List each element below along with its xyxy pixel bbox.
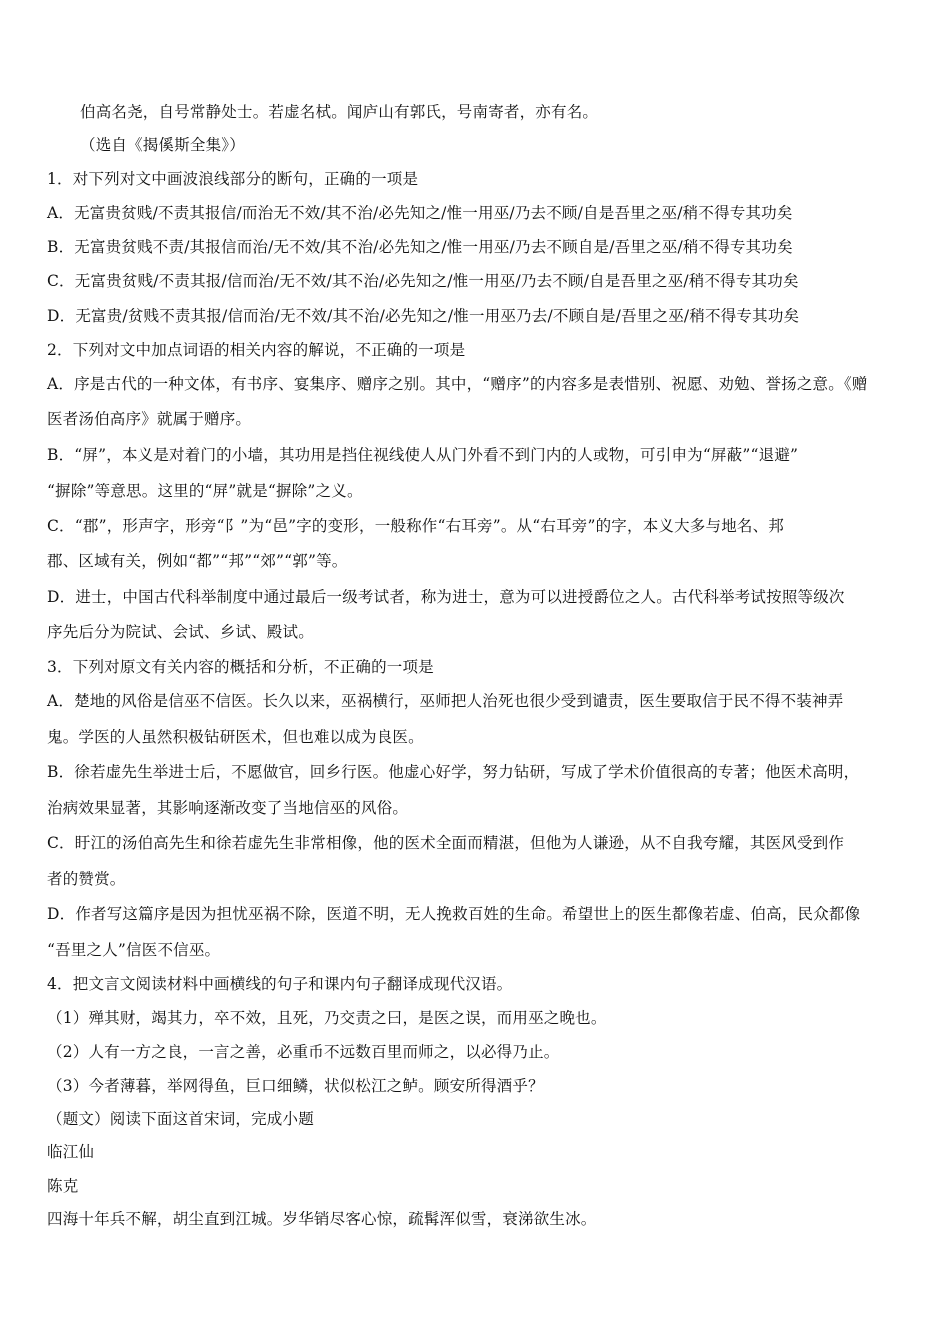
question-1-option-c: C．无富贵贫贱/不责其报/信而治/无不效/其不治/必先知之/惟一用巫/乃去不顾/自是吾里之巫/稍不得专其功矣 [47,272,799,290]
question-2-option-b: B．“屏”，本义是对着门的小墙，其功用是挡住视线使人从门外看不到门内的人或物，可引申为“屏蔽”“退避” [47,446,799,464]
question-2-option-c: C．“郡”，形声字，形旁“阝”为“邑”字的变形，一般称作“右耳旁”。从“右耳旁”的字，本义大多与地名、邦 [47,517,785,535]
question-3-option-a: A．楚地的风俗是信巫不信医。长久以来，巫祸横行，巫师把人治死也很少受到谴责，医生要取信于民不得不装神弄 [47,692,844,710]
question-2-option-d-cont: 序先后分为院试、会试、乡试、殿试。 [47,623,314,641]
question-4-sentence-3: （3）今者薄暮，举网得鱼，巨口细鳞，状似松江之鲈。顾安所得酒乎？ [47,1077,544,1095]
question-3-option-b-cont: 治病效果显著，其影响逐渐改变了当地信巫的风俗。 [47,799,409,817]
question-3-option-a-cont: 鬼。学医的人虽然积极钻研医术，但也难以成为良医。 [47,728,424,746]
question-1-stem: 1．对下列对文中画波浪线部分的断句，正确的一项是 [47,170,419,188]
poem-title: 临江仙 [47,1143,95,1161]
question-1-option-d: D．无富贵/贫贱不责其报/信而治/无不效/其不治/必先知之/惟一用巫乃去/不顾自是/吾里之巫/稍不得专其功矣 [47,307,800,325]
question-2-option-c-cont: 郡、区域有关，例如“都”“邦”“郊”“郭”等。 [47,552,348,570]
passage-source: （选自《揭傒斯全集》） [80,136,245,154]
question-3-option-d-cont: “吾里之人”信医不信巫。 [47,941,221,959]
poem-intro: （题文）阅读下面这首宋词，完成小题 [47,1110,314,1128]
passage-line: 伯高名尧，自号常静处士。若虚名栻。闻庐山有郭氏，号南寄者，亦有名。 [80,103,599,121]
question-4-sentence-2: （2）人有一方之良，一言之善，必重币不远数百里而师之，以必得乃止。 [47,1043,560,1061]
question-3-option-c-cont: 者的赞赏。 [47,870,126,888]
poem-author: 陈克 [47,1177,79,1195]
question-2-option-b-cont: “摒除”等意思。这里的“屏”就是“摒除”之义。 [47,482,363,500]
question-2-option-a: A．序是古代的一种文体，有书序、宴集序、赠序之别。其中，“赠序”的内容多是表惜别、祝愿、劝勉、誉扬之意。《赠 [47,375,868,393]
question-3-option-b: B．徐若虚先生举进士后，不愿做官，回乡行医。他虚心好学，努力钻研，写成了学术价值很高的专著；他医术高明， [47,763,860,781]
question-2-option-a-cont: 医者汤伯高序》就属于赠序。 [47,410,252,428]
question-3-option-c: C．盱江的汤伯高先生和徐若虚先生非常相像，他的医术全面而精湛，但他为人谦逊，从不自我夸耀，其医风受到作 [47,834,845,852]
question-1-option-a: A．无富贵贫贱/不责其报信/而治无不效/其不治/必先知之/惟一用巫/乃去不顾/自是吾里之巫/稍不得专其功矣 [47,204,793,222]
question-3-option-d: D．作者写这篇序是因为担忧巫祸不除，医道不明，无人挽救百姓的生命。希望世上的医生都像若虚、伯高，民众都像 [47,905,861,923]
question-3-stem: 3．下列对原文有关内容的概括和分析，不正确的一项是 [47,658,434,676]
question-4-stem: 4．把文言文阅读材料中画横线的句子和课内句子翻译成现代汉语。 [47,975,513,993]
question-2-option-d: D．进士，中国古代科举制度中通过最后一级考试者，称为进士，意为可以进授爵位之人。古代科举考试按照等级次 [47,588,845,606]
poem-line: 四海十年兵不解，胡尘直到江城。岁华销尽客心惊，疏髯浑似雪，衰涕欲生冰。 [47,1210,597,1228]
question-1-option-b: B．无富贵贫贱不责/其报信而治/无不效/其不治/必先知之/惟一用巫/乃去不顾自是/吾里之巫/稍不得专其功矣 [47,238,793,256]
question-2-stem: 2．下列对文中加点词语的相关内容的解说，不正确的一项是 [47,341,466,359]
question-4-sentence-1: （1）殚其财，竭其力，卒不效，且死，乃交责之曰，是医之误，而用巫之晚也。 [47,1009,607,1027]
